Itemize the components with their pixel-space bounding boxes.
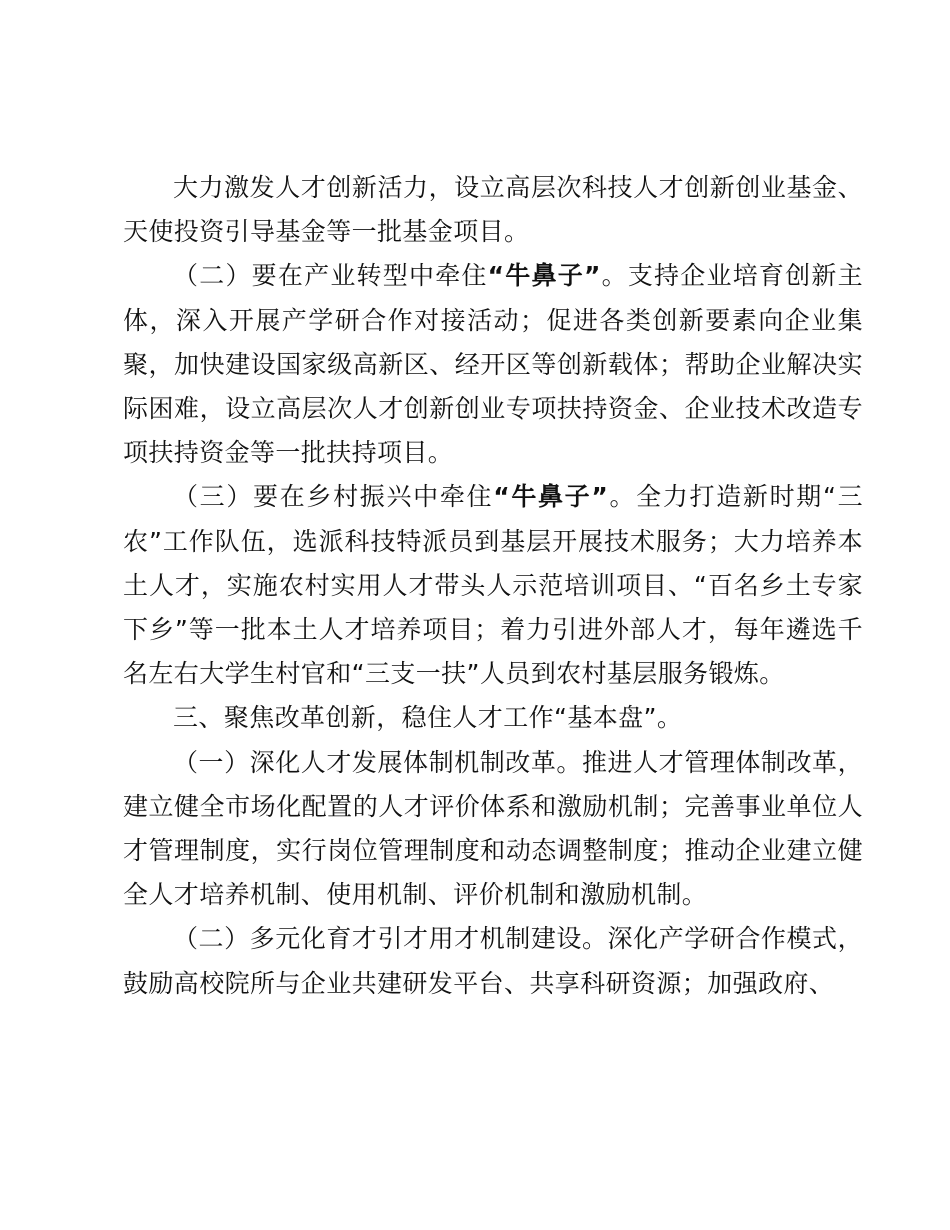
paragraph-talent-innovation: 大力激发人才创新活力，设立高层次科技人才创新创业基金、天使投资引导基金等一批基金项目。 <box>123 173 863 247</box>
paragraph-industry-transformation <box>123 254 863 475</box>
paragraph-rest: 。支持企业培育创新主体，深入开展产学研合作对接活动；促进各类创新要素向企业集聚，加快建设国家级高新区、经开区等创新载体；帮助企业解决实际困难，设立高层次人才创新创业专项扶持资金、企业技术改造专项扶持资金等一批扶持项目。 <box>123 261 863 468</box>
paragraph-lead: （二）要在产业转型中牵住 <box>173 261 488 291</box>
paragraph-talent-mechanism: （二）多元化育才引才用才机制建设。深化产学研合作模式，鼓励高校院所与企业共建研发平台、共享科研资源；加强政府、 <box>123 924 863 998</box>
emphasis-ox-nose: “牛鼻子” <box>487 261 601 291</box>
paragraph-system-reform: （一）深化人才发展体制机制改革。推进人才管理体制改革，建立健全市场化配置的人才评价体系和激励机制；完善事业单位人才管理制度，实行岗位管理制度和动态调整制度；推动企业建立健全人才培养机制、使用机制、评价机制和激励机制。 <box>123 747 863 910</box>
paragraph-lead: （三）要在乡村振兴中牵住 <box>173 482 494 512</box>
paragraph-rural-revitalization <box>123 475 863 696</box>
paragraph-rest: 。全力打造新时期“三农”工作队伍，选派科技特派员到基层开展技术服务；大力培养本土人才，实施农村实用人才带头人示范培训项目、“百名乡土专家下乡”等一批本土人才培养项目；着力引进外部人才，每年遴选千名左右大学生村官和“三支一扶”人员到农村基层服务锻炼。 <box>123 482 863 689</box>
section-heading-reform: 三、聚焦改革创新，稳住人才工作“基本盘”。 <box>173 703 683 733</box>
emphasis-ox-nose: “牛鼻子” <box>493 482 609 512</box>
document-body <box>123 166 863 1006</box>
